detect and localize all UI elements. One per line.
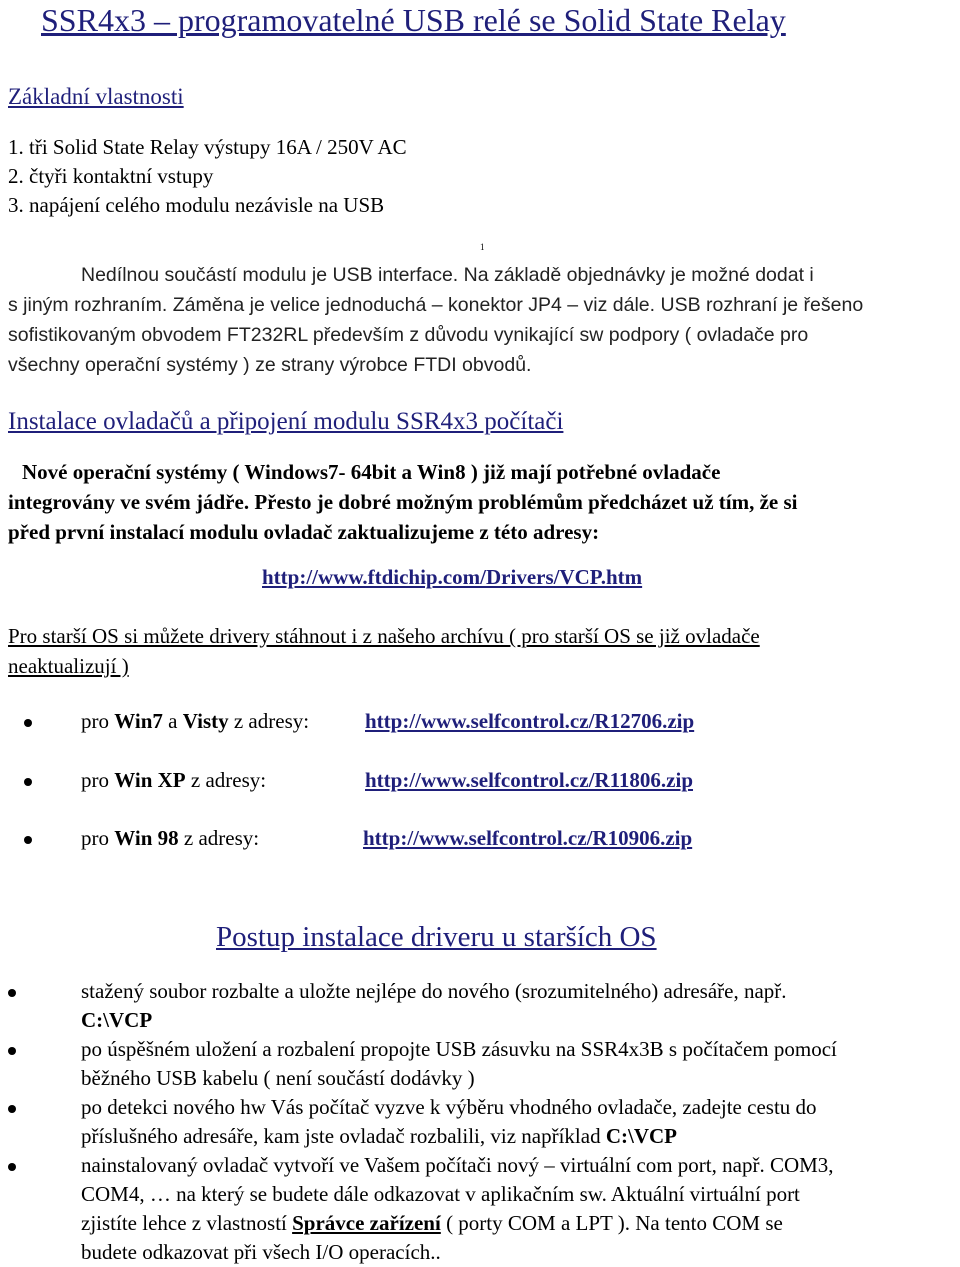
bullet-icon — [24, 719, 32, 727]
older-line-1: Pro starší OS si můžete drivery stáhnout i z našeho archívu ( pro starší OS se již ovladače — [8, 624, 760, 648]
feature-item-3: 3. napájení celého modulu nezávisle na USB — [8, 193, 385, 217]
older-item-winxp: pro Win XP z adresy: — [81, 768, 267, 792]
step-1-line-2: C:\VCP — [81, 1008, 153, 1032]
step-1-line-1: stažený soubor rozbalte a uložte nejlépe do nového (srozumitelného) adresáře, např. — [81, 979, 787, 1003]
device-manager-label: Správce zařízení — [292, 1211, 441, 1235]
page-title: SSR4x3 – programovatelné USB relé se Solid State Relay — [41, 2, 786, 38]
bullet-icon — [24, 778, 32, 786]
intro-line-3: sofistikovaným obvodem FT232RL především z důvodu vynikající sw podpory ( ovladače pro — [8, 324, 809, 346]
older-item-win7: pro Win7 a Visty z adresy: — [81, 709, 310, 733]
win7-download-link[interactable]: http://www.selfcontrol.cz/R12706.zip — [365, 709, 695, 733]
winxp-download-link[interactable]: http://www.selfcontrol.cz/R11806.zip — [365, 768, 694, 792]
step-4-line-4: budete odkazovat při všech I/O operacích.. — [81, 1240, 441, 1264]
bullet-icon — [8, 1105, 16, 1113]
bullet-icon — [8, 1163, 16, 1171]
procedure-heading: Postup instalace driveru u starších OS — [216, 921, 657, 953]
features-heading: Základní vlastnosti — [8, 84, 184, 109]
feature-item-1: 1. tři Solid State Relay výstupy 16A / 250V AC — [8, 135, 407, 159]
install-line-2: integrovány ve svém jádře. Přesto je dobré možným problémům předcházet už tím, že si — [8, 490, 798, 514]
intro-line-1: Nedílnou součástí modulu je USB interface. Na základě objednávky je možné dodat i — [81, 264, 814, 286]
intro-line-4: všechny operační systémy ) ze strany výrobce FTDI obvodů. — [8, 354, 532, 376]
page-mark: 1 — [480, 242, 485, 252]
install-line-3: před první instalací modulu ovladač zaktualizujeme z této adresy: — [8, 520, 600, 544]
step-2-line-1: po úspěšném uložení a rozbalení propojte USB zásuvku na SSR4x3B s počítačem pomocí — [81, 1037, 837, 1061]
install-heading: Instalace ovladačů a připojení modulu SSR4x3 počítači — [8, 408, 564, 435]
step-4-line-1: nainstalovaný ovladač vytvoří ve Vašem počítači nový – virtuální com port, např. COM3, — [81, 1153, 834, 1177]
ftdi-link[interactable]: http://www.ftdichip.com/Drivers/VCP.htm — [262, 565, 643, 589]
intro-line-2: s jiným rozhraním. Záměna je velice jednoduchá – konektor JP4 – viz dále. USB rozhraní je řešeno — [8, 294, 864, 316]
step-3-line-1: po detekci nového hw Vás počítač vyzve k výběru vhodného ovladače, zadejte cestu do — [81, 1095, 817, 1119]
feature-item-2: 2. čtyři kontaktní vstupy — [8, 164, 214, 188]
step-2-line-2: běžného USB kabelu ( není součástí dodávky ) — [81, 1066, 475, 1090]
win98-download-link[interactable]: http://www.selfcontrol.cz/R10906.zip — [363, 826, 693, 850]
bullet-icon — [8, 989, 16, 997]
install-line-1: Nové operační systémy ( Windows7- 64bit a Win8 ) již mají potřebné ovladače — [22, 460, 721, 484]
step-4-line-3: zjistíte lehce z vlastností Správce zařízení ( porty COM a LPT ). Na tento COM se — [81, 1211, 783, 1235]
older-line-2: neaktualizují ) — [8, 654, 129, 678]
older-item-win98: pro Win 98 z adresy: — [81, 826, 260, 850]
step-3-line-2: příslušného adresáře, kam jste ovladač rozbalili, viz například C:\VCP — [81, 1124, 677, 1148]
step-4-line-2: COM4, … na který se budete dále odkazovat v aplikačním sw. Aktuální virtuální port — [81, 1182, 800, 1206]
bullet-icon — [8, 1047, 16, 1055]
bullet-icon — [24, 836, 32, 844]
